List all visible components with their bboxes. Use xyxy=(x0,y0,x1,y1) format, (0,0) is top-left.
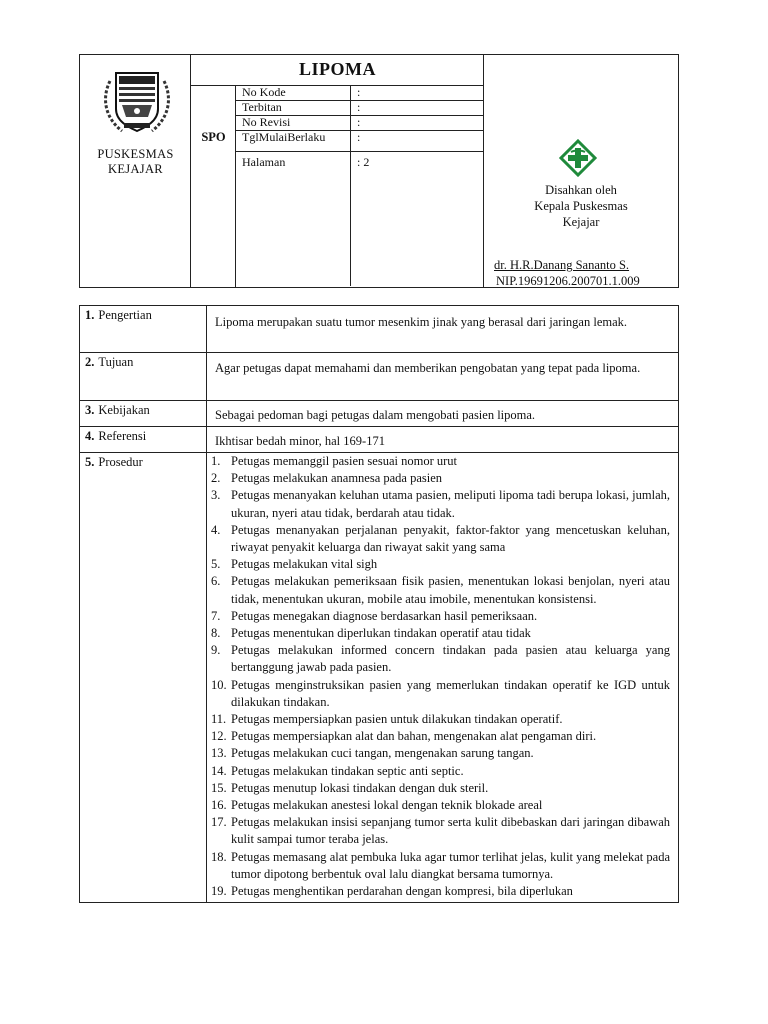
step-text: Petugas menentukan diperlukan tindakan operatif atau tidak xyxy=(231,626,531,641)
meta-row xyxy=(236,152,484,287)
step-number: 16. xyxy=(211,798,227,813)
step-text: Petugas menegakan diagnose berdasarkan hasil pemeriksaan. xyxy=(231,608,538,623)
step-number: 14. xyxy=(211,763,227,778)
list-item xyxy=(211,625,670,642)
section-label xyxy=(80,353,207,401)
step-number: 9. xyxy=(211,643,221,658)
step-text: Petugas melakukan pemeriksaan fisik pasien, menentukan lokasi benjolan, nyeri atau tidak, menentukan ukuran, mobile atau imobile, menentukan konsistensi. xyxy=(231,574,670,606)
list-item xyxy=(211,470,670,487)
spo-cell xyxy=(191,86,236,287)
signer-nip: NIP.19691206.200701.1.009 xyxy=(496,274,640,288)
section-number: 3. xyxy=(85,403,95,417)
step-number: 15. xyxy=(211,780,227,795)
section-number: 5. xyxy=(85,455,95,469)
list-item xyxy=(211,797,670,814)
list-item xyxy=(211,453,670,470)
step-number: 1. xyxy=(211,454,221,468)
meta-label: Halaman xyxy=(236,152,351,287)
step-number: 12. xyxy=(211,729,227,744)
meta-value: : xyxy=(351,101,485,116)
step-text: Petugas mempersiapkan pasien untuk dilakukan tindakan operatif. xyxy=(231,712,563,727)
section-content: Agar petugas dapat memahami dan memberikan pengobatan yang tepat pada lipoma. xyxy=(207,353,679,401)
list-item xyxy=(211,677,670,711)
step-text: Petugas menanyakan perjalanan penyakit, faktor-faktor yang mencetuskan keluhan, riwayat penyakit keluarga dan riwayat sakit yang sama xyxy=(231,522,670,555)
section-content xyxy=(207,453,679,903)
signer-name: dr. H.R.Danang Sananto S. xyxy=(494,258,630,272)
section-content: Ikhtisar bedah minor, hal 169-171 xyxy=(207,427,679,453)
list-item xyxy=(211,573,670,607)
list-item xyxy=(211,883,670,900)
step-number: 3. xyxy=(211,488,221,503)
spo-label: SPO xyxy=(201,130,226,144)
list-item xyxy=(211,522,670,556)
step-number: 8. xyxy=(211,626,221,641)
meta-label: TglMulaiBerlaku xyxy=(236,131,351,152)
step-text: Petugas mempersiapkan alat dan bahan, mengenakan alat pengaman diri. xyxy=(231,729,597,744)
list-item xyxy=(211,608,670,625)
step-text: Petugas memanggil pasien sesuai nomor urut xyxy=(231,454,458,468)
section-number: 4. xyxy=(85,429,95,443)
step-number: 4. xyxy=(211,522,221,537)
puskesmas-logo-icon xyxy=(559,139,597,177)
section-title: Tujuan xyxy=(98,355,134,369)
step-number: 13. xyxy=(211,746,227,761)
step-text: Petugas melakukan insisi sepanjang tumor serta kulit dibebaskan dari jaringan dibawah kulit sampai tumor teraba jelas. xyxy=(231,815,670,847)
list-item xyxy=(211,763,670,780)
list-item xyxy=(211,849,670,883)
list-item xyxy=(211,745,670,762)
document-title: LIPOMA xyxy=(191,55,484,86)
section-number: 2. xyxy=(85,355,95,369)
approval-line: Kejajar xyxy=(562,215,600,229)
step-number: 10. xyxy=(211,677,227,692)
document-meta-table xyxy=(236,86,484,286)
section-label xyxy=(80,453,207,903)
meta-label: Terbitan xyxy=(236,101,351,116)
step-number: 11. xyxy=(211,712,227,727)
document-header xyxy=(79,54,679,288)
list-item xyxy=(211,556,670,573)
list-item xyxy=(211,814,670,848)
approval-line: Kepala Puskesmas xyxy=(534,199,628,213)
meta-row xyxy=(236,101,484,116)
meta-row xyxy=(236,86,484,101)
procedure-steps-list xyxy=(211,453,670,900)
approval-line: Disahkan oleh xyxy=(545,183,617,197)
section-label xyxy=(80,306,207,353)
section-row-kebijakan xyxy=(80,401,679,427)
list-item xyxy=(211,711,670,728)
section-row-tujuan xyxy=(80,353,679,401)
step-text: Petugas menghentikan perdarahan dengan kompresi, bila diperlukan xyxy=(231,884,573,899)
step-number: 5. xyxy=(211,557,221,572)
meta-value: : xyxy=(351,131,485,152)
step-text: Petugas melakukan vital sigh xyxy=(231,557,378,572)
step-text: Petugas melakukan anestesi lokal dengan teknik blokade areal xyxy=(231,798,543,813)
section-row-prosedur xyxy=(80,453,679,903)
list-item xyxy=(211,780,670,797)
section-title: Referensi xyxy=(98,429,147,443)
section-label xyxy=(80,427,207,453)
step-text: Petugas memasang alat pembuka luka agar tumor terlihat jelas, kulit yang melekat pada tumor dipotong berbentuk oval lalu diangkat bersama tumornya. xyxy=(231,849,670,881)
section-label xyxy=(80,401,207,427)
meta-value: : xyxy=(351,86,485,101)
meta-value: : xyxy=(351,116,485,131)
list-item xyxy=(211,728,670,745)
meta-label: No Revisi xyxy=(236,116,351,131)
step-text: Petugas menginstruksikan pasien yang memerlukan tindakan operatif ke IGD untuk dilakukan tindakan. xyxy=(231,677,670,709)
step-number: 2. xyxy=(211,471,221,486)
section-title: Prosedur xyxy=(98,455,143,469)
step-number: 7. xyxy=(211,608,221,623)
header-title-cell xyxy=(191,55,484,287)
list-item xyxy=(211,642,670,676)
meta-label: No Kode xyxy=(236,86,351,101)
step-number: 18. xyxy=(211,849,227,864)
step-text: Petugas melakukan cuci tangan, mengenakan sarung tangan. xyxy=(231,746,534,761)
step-text: Petugas melakukan informed concern tindakan pada pasien atau keluarga yang bertanggung jawab pada pasien. xyxy=(231,643,670,675)
step-text: Petugas menanyakan keluhan utama pasien, meliputi lipoma tadi berupa lokasi, jumlah, ukuran, nyeri atau tidak, berdarah atau tidak. xyxy=(231,488,670,520)
header-approval-cell xyxy=(484,55,678,287)
meta-row xyxy=(236,131,484,152)
approval-text xyxy=(484,182,678,230)
section-title: Kebijakan xyxy=(98,403,150,417)
step-number: 17. xyxy=(211,815,227,830)
section-content: Lipoma merupakan suatu tumor mesenkim jinak yang berasal dari jaringan lemak. xyxy=(207,306,679,353)
step-number: 6. xyxy=(211,574,221,589)
step-text: Petugas melakukan anamnesa pada pasien xyxy=(231,471,443,486)
step-text: Petugas melakukan tindakan septic anti septic. xyxy=(231,763,464,778)
section-row-referensi xyxy=(80,427,679,453)
section-content: Sebagai pedoman bagi petugas dalam mengobati pasien lipoma. xyxy=(207,401,679,427)
regency-emblem-icon xyxy=(100,65,174,137)
list-item xyxy=(211,487,670,521)
meta-row xyxy=(236,116,484,131)
step-text: Petugas menutup lokasi tindakan dengan duk steril. xyxy=(231,780,489,795)
section-row-pengertian xyxy=(80,306,679,353)
step-number: 19. xyxy=(211,884,227,899)
section-number: 1. xyxy=(85,308,95,322)
header-org-cell xyxy=(80,55,191,287)
meta-value: : 2 xyxy=(357,155,370,169)
section-title: Pengertian xyxy=(98,308,152,322)
org-name: PUSKESMAS KEJAJAR xyxy=(97,147,174,176)
procedure-table xyxy=(79,305,679,903)
